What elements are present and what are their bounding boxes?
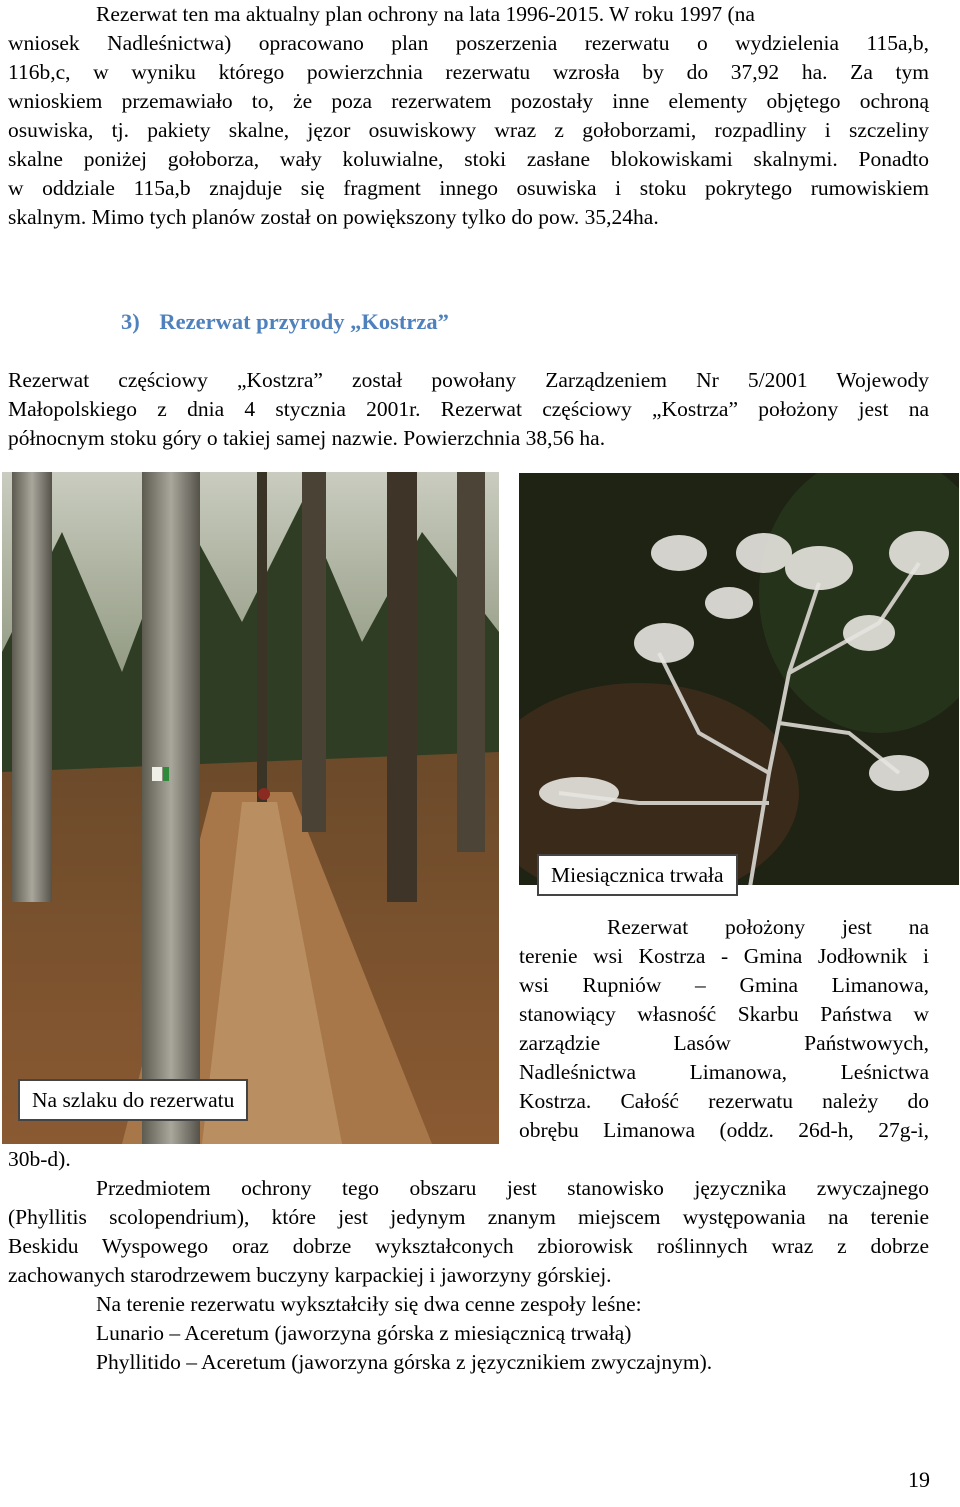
- protection-line: (Phyllitis scolopendrium), które jest jedynym znanym miejscem występowania na terenie: [8, 1205, 929, 1229]
- community-item: Phyllitido – Aceretum (jaworzyna górska z języcznikiem zwyczajnym).: [96, 1350, 713, 1374]
- protection-line: Przedmiotem ochrony tego obszaru jest stanowisko języcznika zwyczajnego: [96, 1176, 929, 1200]
- lunaria-image: [519, 473, 959, 885]
- intro-line: wnioskiem przemawiało to, że poza rezerwatem pozostały inne elementy objętego ochroną: [8, 89, 929, 113]
- intro-line: w oddziale 115a,b znajduje się fragment innego osuwiska i stoku pokrytego rumowiskiem: [8, 176, 929, 200]
- right-photo-caption: Miesiącznica trwała: [537, 854, 738, 896]
- section-heading: [121, 309, 449, 335]
- page-number: 19: [908, 1467, 930, 1492]
- location-line: 30b-d).: [8, 1147, 71, 1171]
- location-line: terenie wsi Kostrza - Gmina Jodłownik i: [519, 944, 929, 968]
- section-title: Rezerwat przyrody „Kostrza”: [159, 309, 449, 334]
- location-line: zarządzie Lasów Państwowych,: [519, 1031, 929, 1055]
- community-item: Lunario – Aceretum (jaworzyna górska z miesiącznicą trwałą): [96, 1321, 632, 1345]
- intro-line: skalne poniżej gołoborza, wały koluwialne, stoki zasłane blokowiskami skalnymi. Ponadto: [8, 147, 929, 171]
- intro-line: Rezerwat ten ma aktualny plan ochrony na lata 1996-2015. W roku 1997 (na: [96, 2, 755, 26]
- left-photo-caption: Na szlaku do rezerwatu: [18, 1079, 248, 1121]
- location-line: Kostrza. Całość rezerwatu należy do: [519, 1089, 929, 1113]
- intro-line: osuwiska, tj. pakiety skalne, jęzor osuwiskowy wraz z gołoborzami, rozpadliny i szczeliny: [8, 118, 929, 142]
- location-line: Rezerwat położony jest na: [607, 915, 929, 939]
- kostrza-line: północnym stoku góry o takiej samej nazwie. Powierzchnia 38,56 ha.: [8, 426, 606, 450]
- intro-line: 116b,c, w wyniku którego powierzchnia rezerwatu wzrosła by do 37,92 ha. Za tym: [8, 60, 929, 84]
- location-line: obrębu Limanowa (oddz. 26d-h, 27g-i,: [519, 1118, 929, 1142]
- section-number: 3): [121, 309, 140, 334]
- location-line: Nadleśnictwa Limanowa, Leśnictwa: [519, 1060, 929, 1084]
- forest-trail-image: [2, 472, 499, 1144]
- location-line: stanowiący własność Skarbu Państwa w: [519, 1002, 929, 1026]
- protection-line: zachowanych starodrzewem buczyny karpackiej i jaworzyny górskiej.: [8, 1263, 612, 1287]
- forest-trail-photo: [2, 472, 499, 1144]
- kostrza-line: Rezerwat częściowy „Kostzra” został powołany Zarządzeniem Nr 5/2001 Wojewody: [8, 368, 929, 392]
- intro-line: wniosek Nadleśnictwa) opracowano plan poszerzenia rezerwatu o wydzielenia 115a,b,: [8, 31, 929, 55]
- location-line: wsi Rupniów – Gmina Limanowa,: [519, 973, 929, 997]
- protection-line: Beskidu Wyspowego oraz dobrze wykształconych zbiorowisk roślinnych wraz z dobrze: [8, 1234, 929, 1258]
- communities-intro: Na terenie rezerwatu wykształciły się dwa cenne zespoły leśne:: [96, 1292, 642, 1316]
- kostrza-line: Małopolskiego z dnia 4 stycznia 2001r. Rezerwat częściowy „Kostrza” położony jest na: [8, 397, 929, 421]
- lunaria-photo: [519, 473, 959, 885]
- intro-line: skalnym. Mimo tych planów został on powiększony tylko do pow. 35,24ha.: [8, 205, 659, 229]
